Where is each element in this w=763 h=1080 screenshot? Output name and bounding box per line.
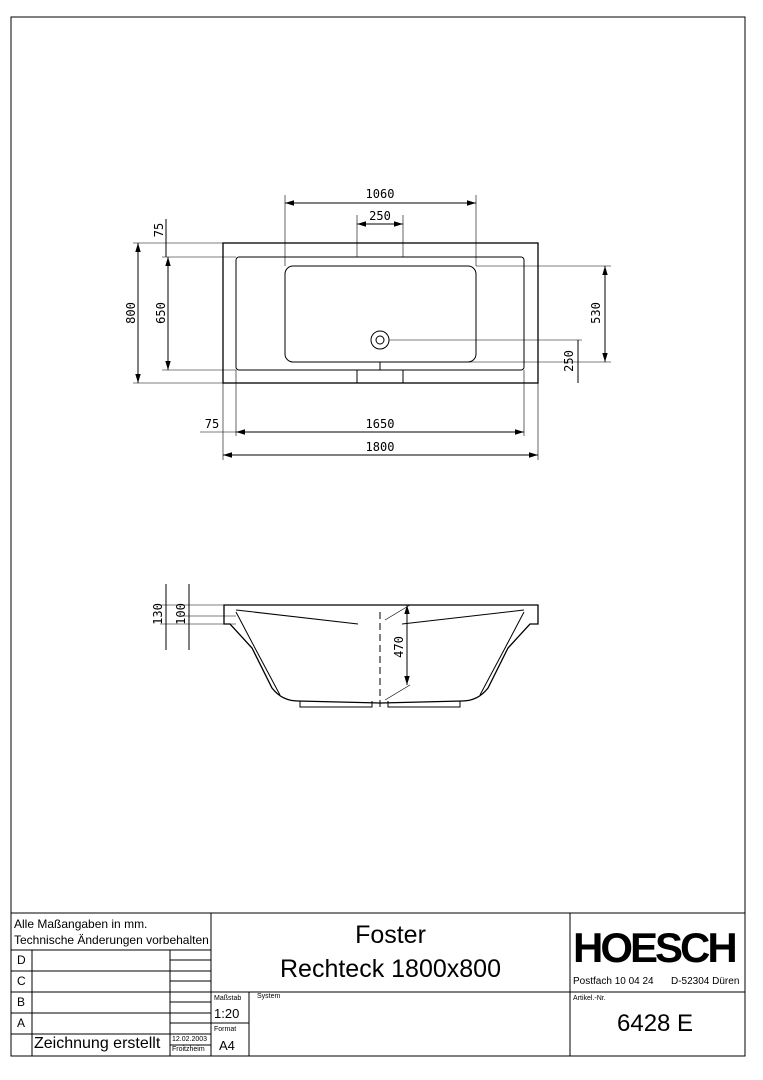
dim-75-top: 75	[152, 222, 166, 238]
revision-c: C	[17, 974, 26, 988]
changes-note: Technische Änderungen vorbehalten	[14, 933, 209, 947]
revision-d: D	[17, 953, 26, 967]
article-number-label: Artikel.-Nr.	[573, 995, 606, 1002]
product-name: Foster	[355, 921, 426, 949]
dim-250-right: 250	[562, 350, 576, 372]
dim-1650: 1650	[365, 417, 395, 431]
dim-250-top: 250	[369, 209, 391, 223]
created-date: 12.02.2003	[172, 1036, 208, 1043]
article-number: 6428 E	[617, 1010, 694, 1037]
dim-1060: 1060	[365, 187, 395, 201]
revision-a: A	[17, 1016, 26, 1030]
units-note: Alle Maßangaben in mm.	[14, 917, 148, 931]
format-value: A4	[219, 1038, 235, 1053]
company-po-box: Postfach 10 04 24	[573, 976, 654, 987]
sheet-border	[11, 17, 745, 1056]
created-by: Froitzheim	[172, 1046, 205, 1053]
drain	[371, 331, 389, 370]
dim-530: 530	[589, 302, 603, 324]
side-view	[160, 584, 538, 708]
system-label: System	[257, 993, 281, 1000]
dim-470: 470	[392, 636, 406, 658]
company-logo: HOESCH	[573, 924, 735, 971]
drawing-created-label: Zeichnung erstellt	[34, 1035, 161, 1052]
tub-profile-outline	[224, 605, 538, 703]
dim-130: 130	[151, 603, 165, 625]
dim-100: 100	[174, 603, 188, 625]
tub-basin-outline	[285, 266, 476, 362]
format-label: Format	[214, 1026, 237, 1033]
dim-1800: 1800	[365, 440, 395, 454]
dim-650: 650	[154, 302, 168, 324]
scale-label: Maßstab	[214, 995, 242, 1002]
dim-800: 800	[124, 302, 138, 324]
tub-rim-inner-outline	[236, 257, 524, 370]
revision-b: B	[17, 995, 26, 1009]
product-description: Rechteck 1800x800	[280, 955, 501, 983]
dim-75-bottom: 75	[204, 417, 220, 431]
company-city: D-52304 Düren	[671, 976, 740, 987]
scale-value: 1:20	[214, 1006, 240, 1021]
